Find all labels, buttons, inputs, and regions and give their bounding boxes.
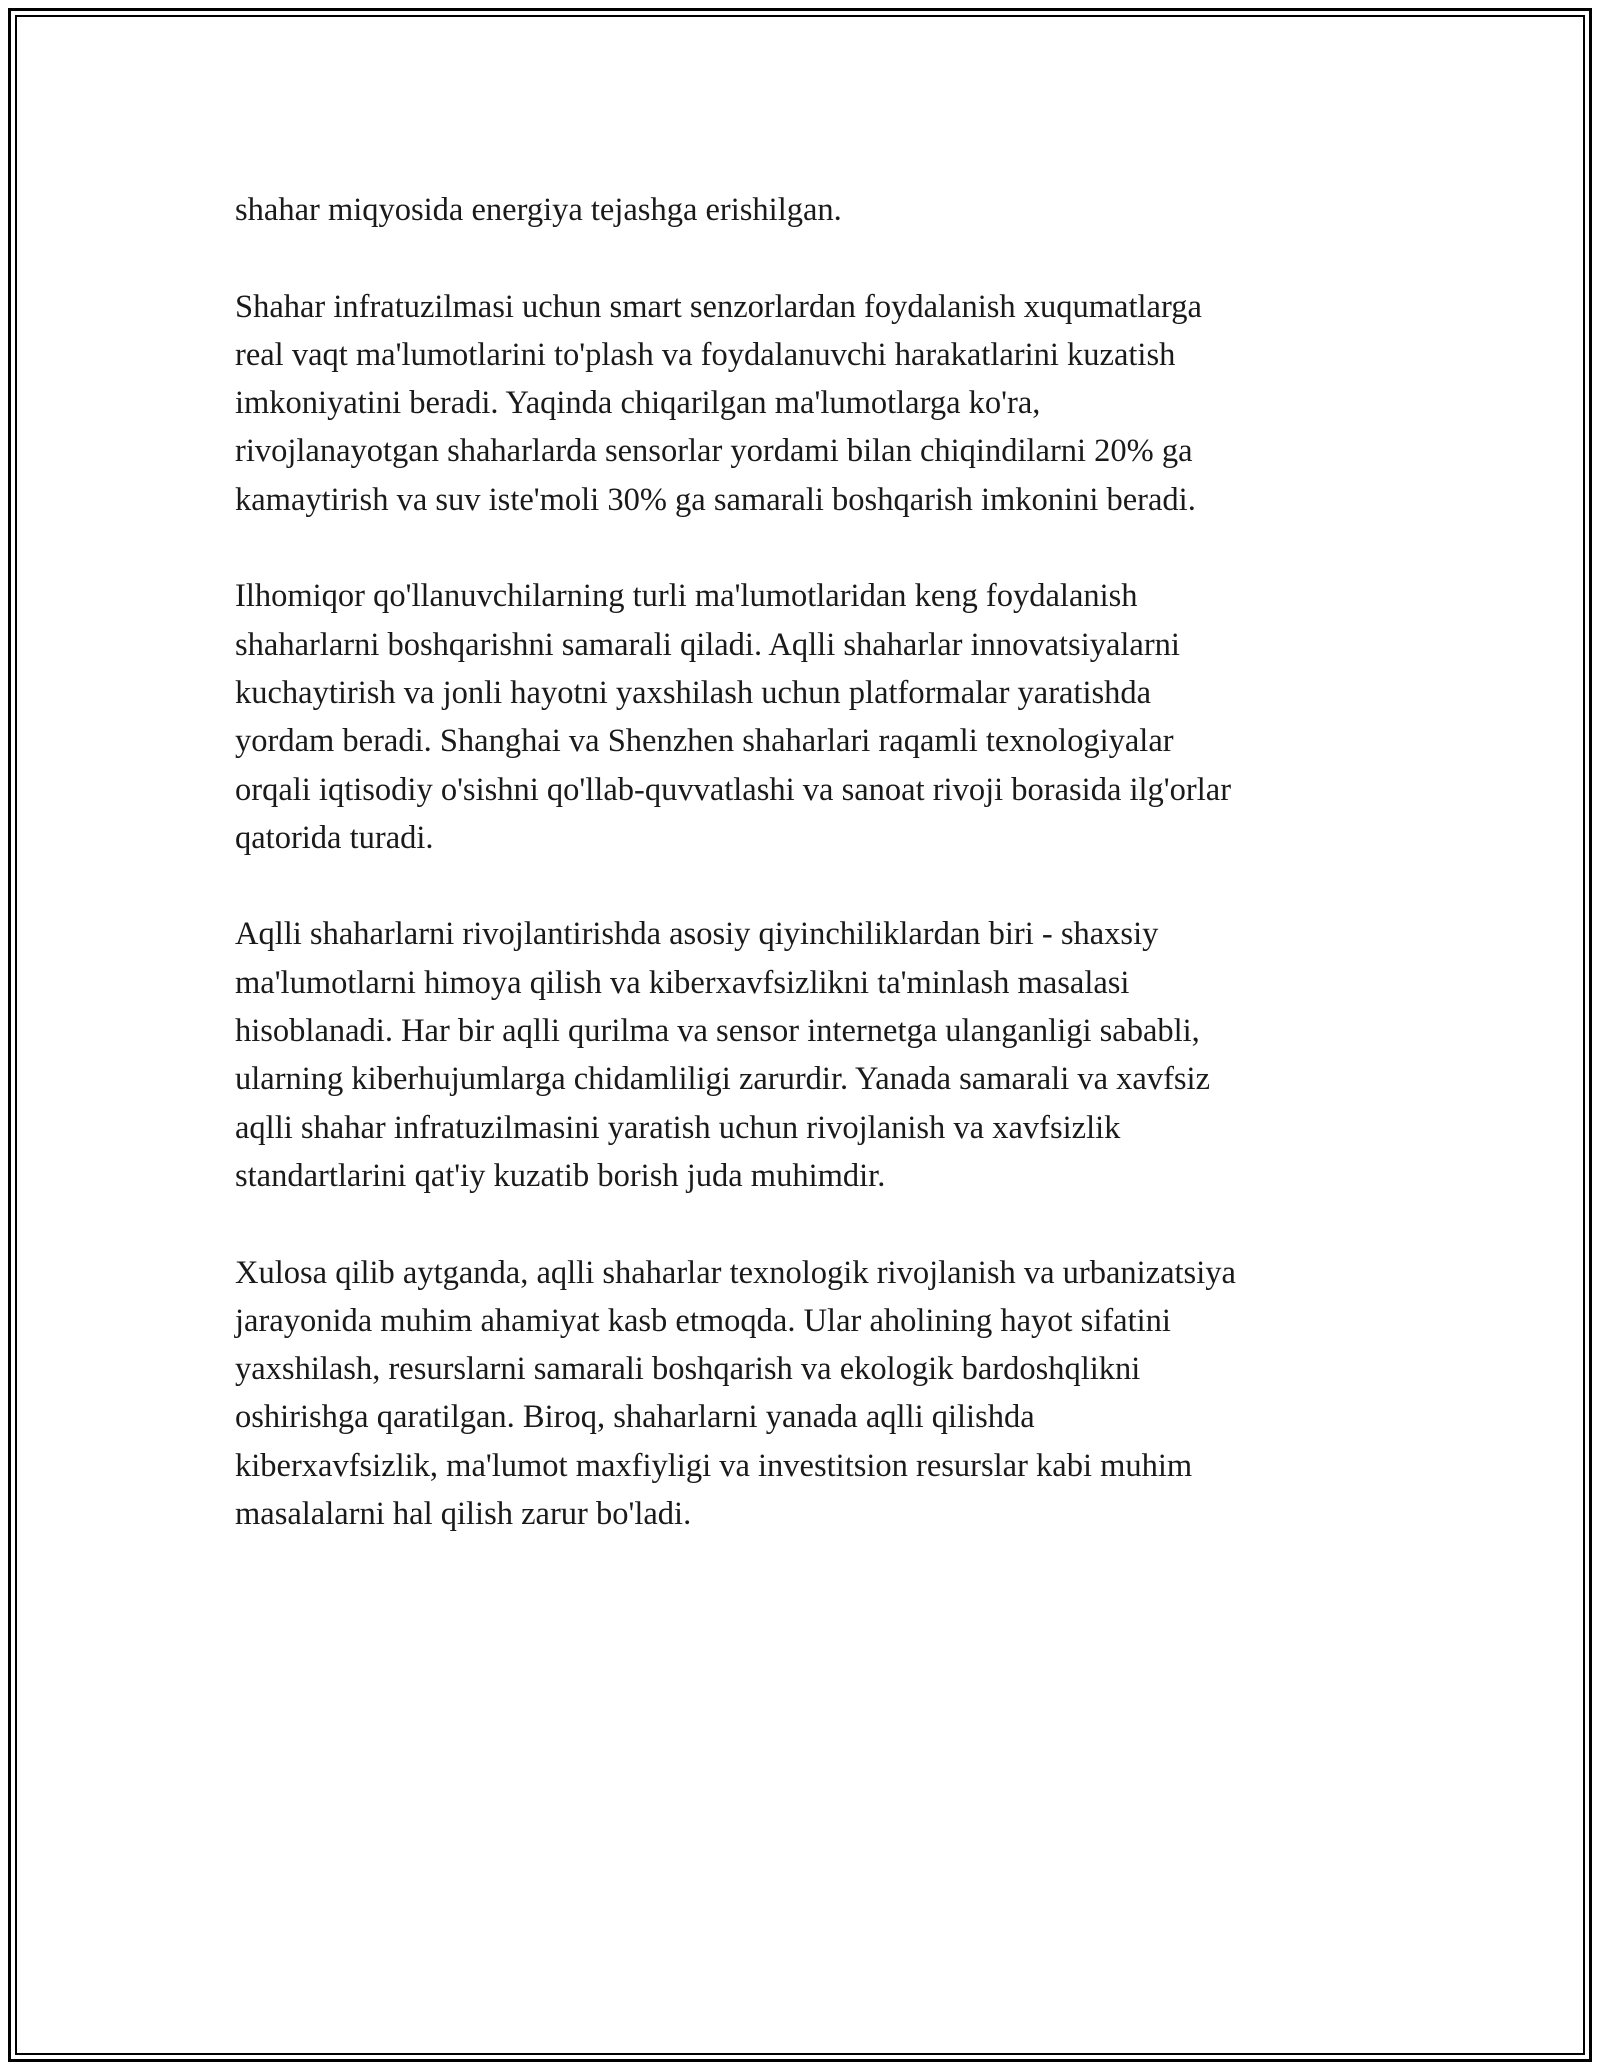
text-line: standartlarini qat'iy kuzatib borish juda muhimdir. — [235, 1157, 886, 1194]
text-line: orqali iqtisodiy o'sishni qo'llab-quvvatlashi va sanoat rivoji borasida ilg'orlar — [235, 771, 1232, 808]
text-line: Aqlli shaharlarni rivojlantirishda asosiy qiyinchiliklardan biri - shaxsiy — [235, 916, 1159, 953]
text-line: ma'lumotlarni himoya qilish va kiberxavfsizlikni ta'minlash masalasi — [235, 964, 1130, 1001]
paragraph-3 — [235, 572, 1370, 862]
text-line: oshirishga qaratilgan. Biroq, shaharlarni yanada aqlli qilishda — [235, 1399, 1035, 1436]
text-line: aqlli shahar infratuzilmasini yaratish uchun rivojlanish va xavfsizlik — [235, 1109, 1121, 1146]
text-line: ularning kiberhujumlarga chidamliligi zarurdir. Yanada samarali va xavfsiz — [235, 1061, 1211, 1098]
text-line: yaxshilash, resurslarni samarali boshqarish va ekologik bardoshqlikni — [235, 1351, 1141, 1388]
text-line: imkoniyatini beradi. Yaqinda chiqarilgan ma'lumotlarga ko'ra, — [235, 385, 1041, 422]
text-line: Shahar infratuzilmasi uchun smart senzorlardan foydalanish xuqumatlarga — [235, 288, 1202, 325]
text-line: shaharlarni boshqarishni samarali qiladi. Aqlli shaharlar innovatsiyalarni — [235, 626, 1180, 663]
text-line: kamaytirish va suv iste'moli 30% ga samarali boshqarish imkonini beradi. — [235, 481, 1196, 518]
paragraph-4 — [235, 910, 1370, 1200]
paragraph-5 — [235, 1249, 1370, 1539]
paragraph-2 — [235, 283, 1370, 524]
document-body — [235, 186, 1370, 1587]
text-line: jarayonida muhim ahamiyat kasb etmoqda. Ular aholining hayot sifatini — [235, 1302, 1171, 1339]
text-line: Ilhomiqor qo'llanuvchilarning turli ma'lumotlaridan keng foydalanish — [235, 578, 1138, 615]
text-line: shahar miqyosida energiya tejashga erishilgan. — [235, 192, 842, 228]
paragraph-1 — [235, 186, 1370, 234]
text-line: yordam beradi. Shanghai va Shenzhen shaharlari raqamli texnologiyalar — [235, 723, 1174, 760]
text-line: Xulosa qilib aytganda, aqlli shaharlar texnologik rivojlanish va urbanizatsiya — [235, 1254, 1236, 1291]
text-line: hisoblanadi. Har bir aqlli qurilma va sensor internetga ulanganligi sababli, — [235, 1013, 1200, 1050]
text-line: real vaqt ma'lumotlarini to'plash va foydalanuvchi harakatlarini kuzatish — [235, 336, 1176, 373]
text-line: kiberxavfsizlik, ma'lumot maxfiyligi va investitsion resurslar kabi muhim — [235, 1447, 1193, 1484]
text-line: rivojlanayotgan shaharlarda sensorlar yordami bilan chiqindilarni 20% ga — [235, 433, 1193, 470]
text-line: qatorida turadi. — [235, 819, 434, 856]
text-line: masalalarni hal qilish zarur bo'ladi. — [235, 1496, 692, 1533]
text-line: kuchaytirish va jonli hayotni yaxshilash uchun platformalar yaratishda — [235, 674, 1152, 711]
